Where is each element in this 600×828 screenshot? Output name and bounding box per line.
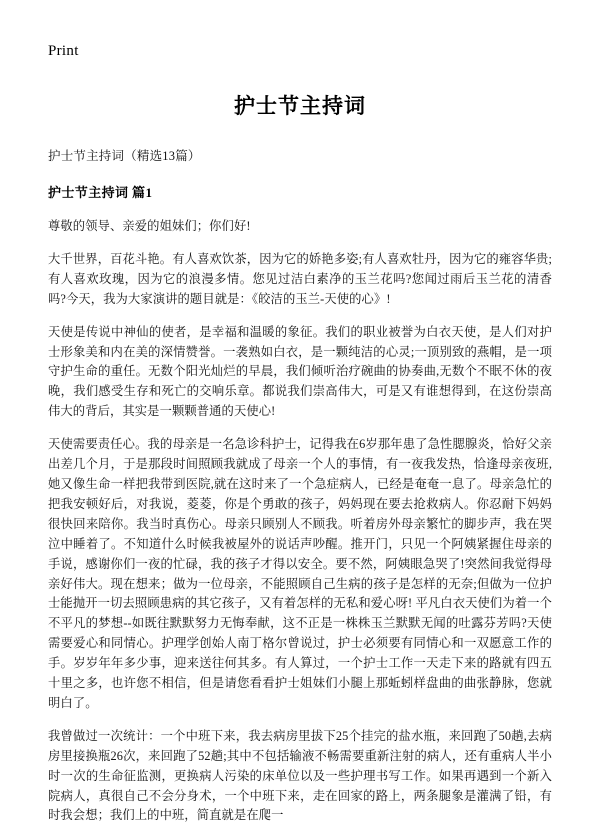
paragraph: 天使需要责任心。我的母亲是一名急诊科护士，记得我在6岁那年患了急性腮腺炎，恰好父亲出差几个月，于是那段时间照顾我就成了母亲一个人的事情，有一夜我发热，恰逢母亲夜班,她又像生命一样把我带到医院,就在这时来了一个急症病人，已经是奄奄一息了。母亲急忙的把我安顿好后，对我说，菱菱，你是个勇敢的孩子，妈妈现在要去抢救病人。你忍耐下妈妈很快回来陪你。我当时真伤心。母亲只顾别人不顾我。听着房外母亲繁忙的脚步声，我在哭泣中睡着了。不知道什么时候我被屋外的说话声吵醒。推开门，只见一个阿姨紧握住母亲的手说，感谢你们一夜的忙碌，我的孩子才得以安全。要不然，阿姨眼急哭了!突然间我觉得母亲好伟大。现在想来；做为一位母亲，不能照顾自己生病的孩子是怎样的无奈;但做为一位护士能抛开一切去照顾患病的其它孩子，又有着怎样的无私和爱心呀! 平凡白衣天使们为着一个不平凡的梦想--如既往默默努力无悔奉献，这不正是一株株玉兰默默无闻的吐露芬芳吗?天使需要爱心和同情心。护理学创始人南丁格尔曾说过，护士必须要有同情心和一双愿意工作的手。岁岁年年多少事，迎来送往何其多。有人算过，一个护士工作一天走下来的路就有四五十里之多，也许您不相信，但是请您看看护士姐妹们小腿上那蚯蚓样盘曲的曲张静脉，您就明白了。 xyxy=(48,437,552,710)
document-subtitle: 护士节主持词（精选13篇） xyxy=(48,149,201,163)
paragraph: 大千世界，百花斗艳。有人喜欢饮茶，因为它的娇艳多姿;有人喜欢牡丹，因为它的雍容华贵;有人喜欢玫瑰，因为它的浪漫多情。您见过洁白素净的玉兰花吗?您闻过雨后玉兰花的清香吗?今天，我为大家演讲的题目就是：《皎洁的玉兰-天使的心》! xyxy=(48,251,552,306)
paragraph: 天使是传说中神仙的使者，是幸福和温暖的象征。我们的职业被誉为白衣天使，是人们对护士形象美和内在美的深情赞誉。一袭熟如白衣，是一颗纯洁的心灵;一顶别致的燕帽，是一项守护生命的重任。无数个阳光灿烂的早晨，我们倾听治疗碗曲的协奏曲,无数个不眠不休的夜晚，我们感受生存和死亡的交响乐章。都说我们崇高伟大，可是又有谁想得到，在这份崇高伟大的背后，其实是一颗颗普通的天使心! xyxy=(48,324,552,419)
paragraph: 我曾做过一次统计：一个中班下来，我去病房里拔下25个挂完的盐水瓶，来回跑了50趟,去病房里接换瓶26次，来回跑了52趟;其中不包括输液不畅需要重新注射的病人，还有重病人半小时一次的生命征监测，更换病人污染的床单位以及一些护理书写工作。如果再遇到一个新入院病人，真很自己不会分身术，一个中班下来，走在回家的路上，两条腿象是灌满了铅，有时我会想；我们上的中班，简直就是在爬一 xyxy=(48,728,552,823)
section-heading: 护士节主持词 篇1 xyxy=(48,185,153,200)
print-button[interactable]: Print xyxy=(48,43,79,59)
paragraph: 尊敬的领导、亲爱的姐妹们；你们好! xyxy=(48,219,251,233)
page-title: 护士节主持词 xyxy=(234,94,366,118)
